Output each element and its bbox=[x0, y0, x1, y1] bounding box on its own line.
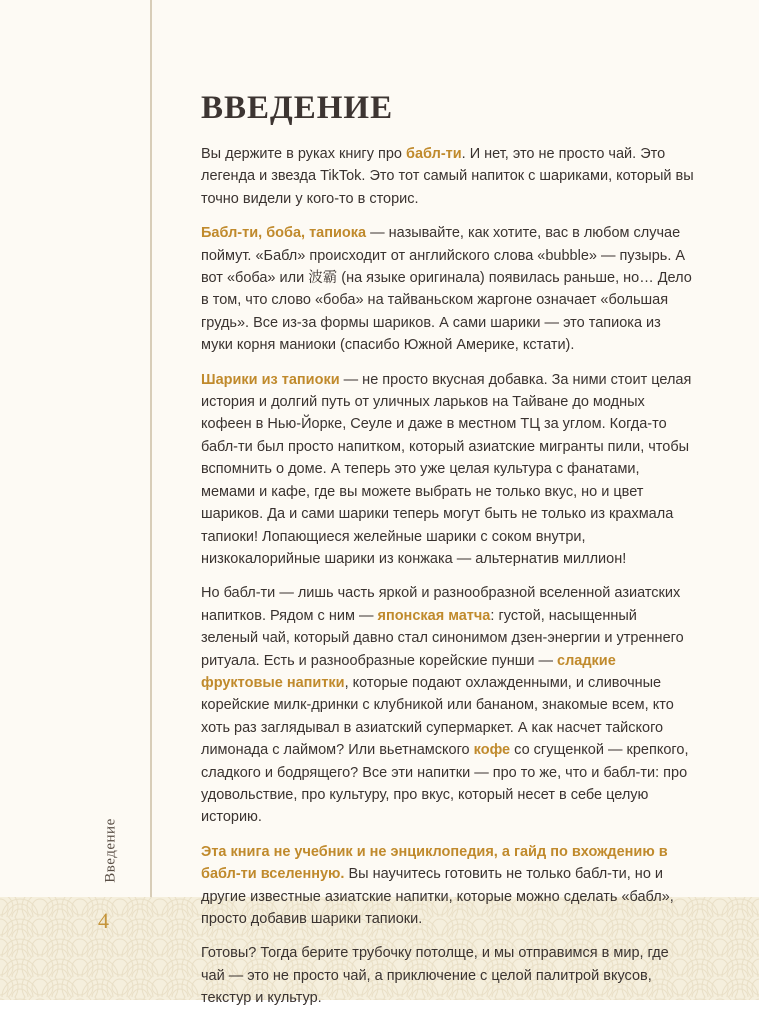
paragraph bbox=[201, 582, 696, 828]
section-side-label bbox=[97, 815, 125, 885]
text-segment: , которые подают охлажденными, и сливочные корейские милк-дринки с клубникой или бананом, знакомые всем, кто хоть раз заглядывал в азиатский супермаркет. А как насчет тайского лимонада с лаймом? Или вьетнамского bbox=[201, 674, 674, 759]
text-segment: со сгущенкой — крепкого, сладкого и бодрящего? Все эти напитки — про то же, что и бабл-ти: про удовольствие, про культуру, про вкус, который несет в себе целую историю. bbox=[201, 742, 689, 826]
paragraph bbox=[201, 841, 696, 931]
highlighted-phrase: бабл-ти bbox=[406, 146, 462, 162]
paragraph bbox=[201, 143, 696, 210]
page-title: ВВЕДЕНИЕ bbox=[201, 90, 394, 126]
text-segment: : густой, насыщенный зеленый чай, который давно стал синонимом дзен-энергии и утреннего ритуала. Есть и разнообразные корейские пунши — bbox=[201, 607, 684, 669]
highlighted-phrase: сладкие фруктовые напитки bbox=[201, 652, 616, 691]
text-segment: — не просто вкусная добавка. За ними стоит целая история и долгий путь от уличных ларьков на Тайване до модных кофеен в Нью-Йорке, Сеуле и даже в местном ТЦ за углом. Когда-то бабл-ти был просто напитком, который азиатские мигранты пили, чтобы вспомнить о доме. А теперь это уже целая культура с фанатами, мемами и кафе, где вы можете выбрать не только вкус, но и цвет шариков. Да и сами шарики теперь могут быть не только из крахмала тапиоки! Лопающиеся желейные шарики с соком внутри, низкокалорийные шарики из конжака — альтернатив миллион! bbox=[201, 371, 692, 567]
side-label-text: Введение bbox=[102, 817, 119, 883]
main-content bbox=[201, 90, 696, 1022]
highlighted-phrase: Бабл-ти, боба, тапиока bbox=[201, 225, 367, 242]
text-segment: Но бабл-ти — лишь часть яркой и разнообразной вселенной азиатских напитков. Рядом с ним — bbox=[201, 585, 681, 624]
text-segment: Вы держите в руках книгу про bbox=[201, 146, 406, 162]
highlighted-phrase: Шарики из тапиоки bbox=[201, 371, 340, 388]
margin-rule bbox=[150, 0, 152, 897]
highlighted-phrase: Эта книга не учебник и не энциклопедия, а гайд по вхождению в бабл-ти вселенную. bbox=[201, 843, 668, 883]
text-segment: Вы научитесь готовить не только бабл-ти, но и другие известные азиатские напитки, которые можно сделать «бабл», просто добавив шарики тапиоки. bbox=[201, 866, 674, 927]
paragraph bbox=[201, 369, 696, 571]
body-text bbox=[201, 143, 696, 1010]
paragraph bbox=[201, 222, 696, 356]
page-number: 4 bbox=[98, 908, 109, 933]
highlighted-phrase: японская матча bbox=[377, 607, 491, 624]
text-segment: . И нет, это не просто чай. Это легенда и звезда TikTok. Это тот самый напиток с шариками, который вы точно видели у кого-то в сторис. bbox=[201, 146, 694, 207]
text-segment: — называйте, как хотите, вас в любом случае поймут. «Бабл» происходит от английского слова «bubble» — пузырь. А вот «боба» или 波霸 (на языке оригинала) появилась раньше, но… Дело в том, что слово «боба» на тайваньском жаргоне означает «большая грудь». Все из-за формы шариков. А сами шарики — это тапиока из муки корня маниоки (спасибо Южной Америке, кстати). bbox=[201, 225, 692, 354]
highlighted-phrase: кофе bbox=[473, 742, 511, 759]
text-segment: Готовы? Тогда берите трубочку потолще, и мы отправимся в мир, где чай — это не просто чай, а приключение с целой палитрой вкусов, текстур и культур. bbox=[201, 945, 669, 1007]
